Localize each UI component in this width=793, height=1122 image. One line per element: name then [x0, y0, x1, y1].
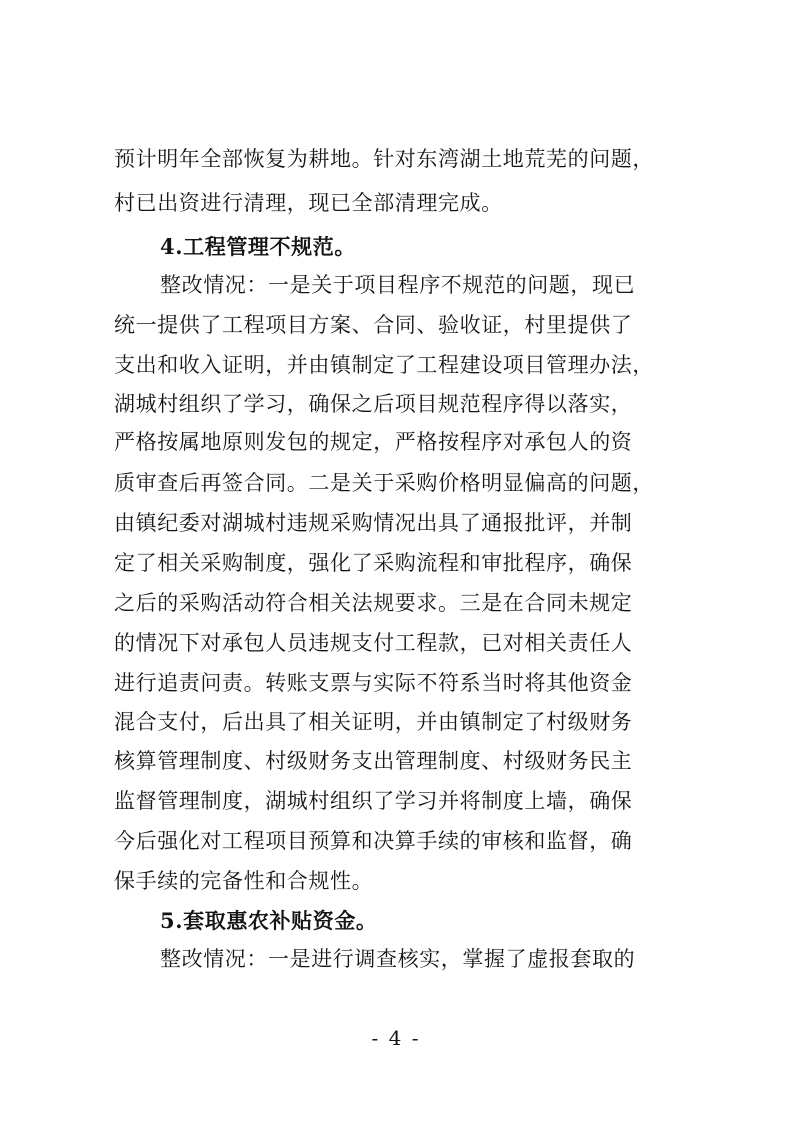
- paragraph-line: 支出和收入证明，并由镇制定了工程建设项目管理办法，: [114, 353, 654, 377]
- page-number: - 4 -: [371, 1026, 421, 1050]
- section-heading: 4.工程管理不规范。: [160, 234, 356, 259]
- paragraph-line: 今后强化对工程项目预算和决算手续的审核和监督，确: [114, 829, 633, 853]
- paragraph-line: 统一提供了工程项目方案、合同、验收证，村里提供了: [114, 313, 633, 337]
- paragraph-line: 质审查后再签合同。二是关于采购价格明显偏高的问题，: [114, 471, 654, 495]
- paragraph-line: 严格按属地原则发包的规定，严格按程序对承包人的资: [114, 430, 633, 454]
- paragraph-line: 整改情况：一是进行调查核实，掌握了虚报套取的: [160, 947, 636, 971]
- paragraph-line: 之后的采购活动符合相关法规要求。三是在合同未规定: [114, 591, 633, 615]
- paragraph-line: 预计明年全部恢复为耕地。针对东湾湖土地荒芜的问题，: [114, 147, 654, 171]
- paragraph-line: 核算管理制度、村级财务支出管理制度、村级财务民主: [114, 749, 633, 773]
- paragraph-line: 整改情况：一是关于项目程序不规范的问题，现已: [160, 273, 636, 297]
- paragraph-line: 村已出资进行清理，现已全部清理完成。: [114, 191, 503, 215]
- paragraph-line: 的情况下对承包人员违规支付工程款，已对相关责任人: [114, 631, 633, 655]
- paragraph-line: 混合支付，后出具了相关证明，并由镇制定了村级财务: [114, 710, 633, 734]
- paragraph-line: 保手续的完备性和合规性。: [114, 869, 374, 893]
- paragraph-line: 湖城村组织了学习，确保之后项目规范程序得以落实，: [114, 392, 633, 416]
- paragraph-line: 进行追责问责。转账支票与实际不符系当时将其他资金: [114, 671, 633, 695]
- paragraph-line: 监督管理制度，湖城村组织了学习并将制度上墙，确保: [114, 789, 633, 813]
- paragraph-line: 由镇纪委对湖城村违规采购情况出具了通报批评，并制: [114, 511, 633, 535]
- paragraph-line: 定了相关采购制度，强化了采购流程和审批程序，确保: [114, 551, 633, 575]
- section-heading: 5.套取惠农补贴资金。: [160, 908, 378, 933]
